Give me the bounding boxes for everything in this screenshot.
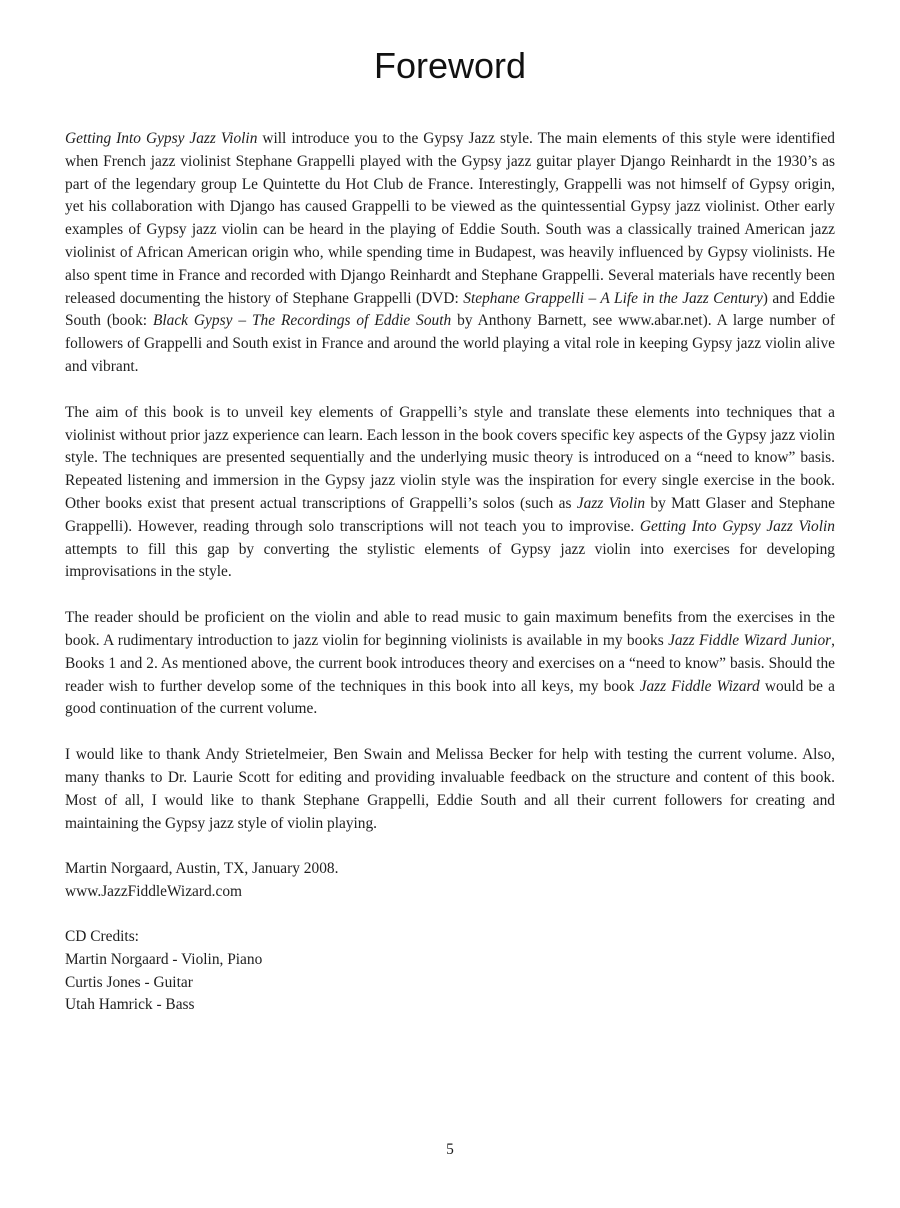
paragraph-text: by Anthony Barnett, see www.abar.net). A large number of followers of Grappelli and South exist in France and around the world playing a vital role in keeping Gypsy jazz violin alive and vibrant. bbox=[65, 312, 835, 375]
paragraph-intro bbox=[65, 128, 835, 379]
book-title: Getting Into Gypsy Jazz Violin bbox=[639, 517, 835, 535]
paragraph-text: ) and Eddie South (book: bbox=[65, 289, 835, 330]
book-title: Black Gypsy – The Recordings of Eddie South bbox=[152, 312, 452, 330]
paragraph-text: would be a good continuation of the current volume. bbox=[65, 677, 835, 718]
paragraph-text: , Books 1 and 2. As mentioned above, the current book introduces theory and exercises on a “need to know” basis. Should the reader wish to further develop some of the techniques in this book into all keys, my book bbox=[65, 631, 835, 695]
paragraph-text: The aim of this book is to unveil key elements of Grappelli’s style and translate these elements into techniques that a violinist without prior jazz experience can learn. Each lesson in the book covers specific key aspects of the Gypsy jazz violin style. The techniques are presented sequentially and the underlying music theory is introduced on a “need to know” basis. Repeated listening and immersion in the Gypsy jazz violin style was the inspiration for every single exercise in the book. Other books exist that present actual transcriptions of Grappelli’s solos (such as bbox=[65, 403, 835, 512]
page-number: 5 bbox=[446, 1141, 454, 1158]
book-title: Getting Into Gypsy Jazz Violin bbox=[65, 130, 258, 147]
paragraph-aim bbox=[65, 402, 835, 584]
paragraph-text: attempts to fill this gap by converting the stylistic elements of Gypsy jazz violin into exercises for developing improvisations in the style. bbox=[65, 540, 835, 581]
book-title: Jazz Violin bbox=[576, 494, 646, 512]
paragraph-text: The reader should be proficient on the violin and able to read music to gain maximum benefits from the exercises in the book. A rudimentary introduction to jazz violin for beginning violinists is available in my books bbox=[65, 609, 835, 649]
cd-credits-heading: CD Credits: bbox=[65, 927, 139, 945]
book-title: Jazz Fiddle Wizard Junior bbox=[668, 631, 832, 649]
paragraph-acknowledgements bbox=[65, 744, 835, 835]
cd-credits bbox=[65, 926, 835, 1017]
dvd-title: Stephane Grappelli – A Life in the Jazz Century bbox=[463, 289, 763, 307]
signature-line: Martin Norgaard, Austin, TX, January 2008. bbox=[65, 860, 339, 878]
website-line: www.JazzFiddleWizard.com bbox=[65, 883, 243, 901]
paragraph-requirements bbox=[65, 607, 835, 721]
paragraph-text: by Matt Glaser and Stephane Grappelli). However, reading through solo transcriptions will not teach you to improvise. bbox=[65, 494, 835, 535]
credit-item: Utah Hamrick - Bass bbox=[65, 996, 195, 1014]
page-title: Foreword bbox=[373, 45, 527, 86]
paragraph-text: will introduce you to the Gypsy Jazz style. The main elements of this style were identified when French jazz violinist Stephane Grappelli played with the Gypsy jazz guitar player Django Reinhardt in the 1930’s as part of the legendary group Le Quintette du Hot Club de France. Interestingly, Grappelli was not himself of Gypsy origin, yet his collaboration with Django has caused Grappelli to be viewed as the quintessential Gypsy jazz violinist. Other early examples of Gypsy jazz violin can be heard in the playing of Eddie South. South was a classically trained American jazz violinist of African American origin who, while spending time in Budapest, was heavily influenced by Gypsy violinists. He also spent time in France and recorded with Django Reinhardt and Stephane Grappelli. Several materials have recently been released documenting the history of Stephane Grappelli (DVD: bbox=[65, 130, 835, 307]
book-title: Jazz Fiddle Wizard bbox=[639, 677, 760, 695]
credit-item: Curtis Jones - Guitar bbox=[65, 973, 193, 991]
signature-block bbox=[65, 858, 835, 904]
foreword-body bbox=[65, 128, 835, 1039]
credit-item: Martin Norgaard - Violin, Piano bbox=[65, 950, 263, 968]
paragraph-text: I would like to thank Andy Strietelmeier, Ben Swain and Melissa Becker for help with testing the current volume. Also, many thanks to Dr. Laurie Scott for editing and providing invaluable feedback on the structure and content of this book. Most of all, I would like to thank Stephane Grappelli, Eddie South and all their current followers for creating and maintaining the Gypsy jazz style of violin playing. bbox=[65, 746, 835, 832]
